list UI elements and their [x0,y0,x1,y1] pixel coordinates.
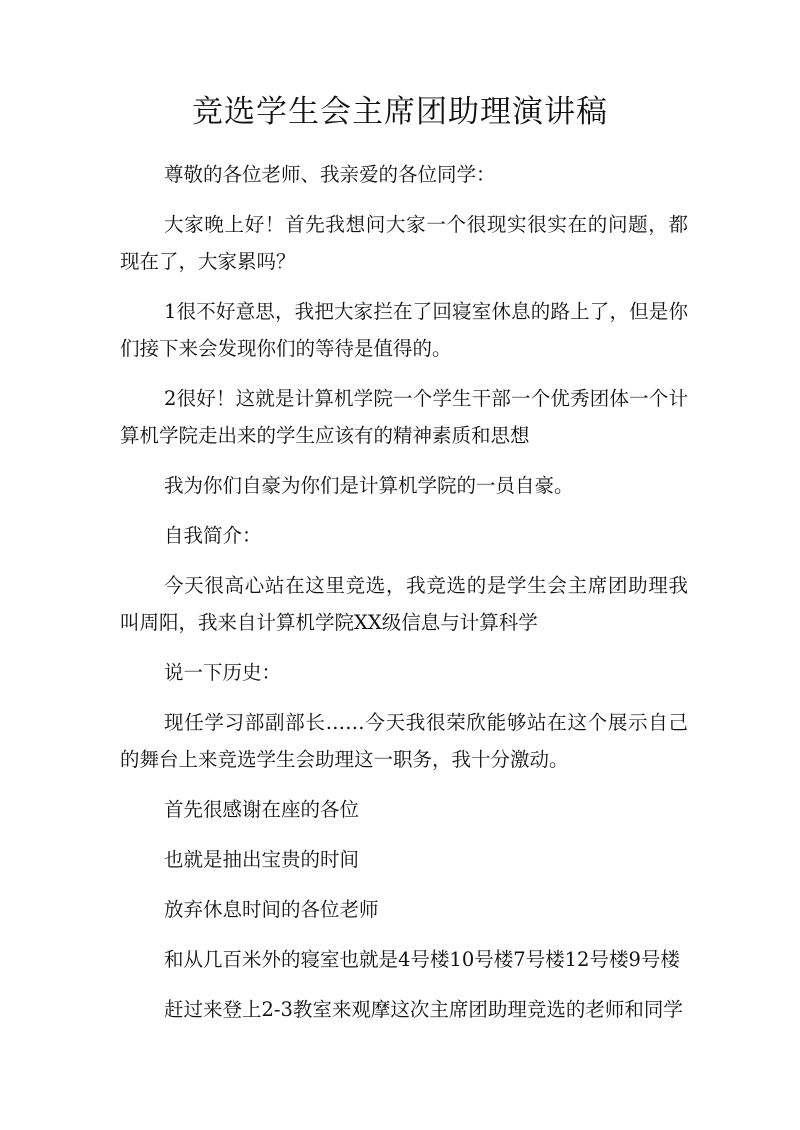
paragraph-praise: 2很好！这就是计算机学院一个学生干部一个优秀团体一个计算机学院走出来的学生应该有的精神素质和思想 [120,387,688,447]
paragraph-teachers: 放弃休息时间的各位老师 [164,898,379,921]
paragraph-time: 也就是抽出宝贵的时间 [164,848,360,871]
paragraph-history-heading: 说一下历史： [164,661,282,684]
paragraph-thanks: 首先很感谢在座的各位 [164,798,360,821]
paragraph-current-role: 现任学习部副部长……今天我很荣欣能够站在这个展示自己的舞台上来竞选学生会助理这一职务，我十分激动。 [120,711,688,771]
paragraph-intro-heading: 自我简介： [164,524,262,547]
paragraph-pride: 我为你们自豪为你们是计算机学院的一员自豪。 [164,474,574,497]
paragraph-audience: 赶过来登上2-3教室来观摩这次主席团助理竞选的老师和同学 [164,998,683,1021]
paragraph-dorms: 和从几百米外的寝室也就是4号楼10号楼7号楼12号楼9号楼 [164,948,680,971]
paragraph-salutation: 尊敬的各位老师、我亲爱的各位同学： [164,163,496,186]
paragraph-self-intro: 今天很高心站在这里竞选，我竞选的是学生会主席团助理我叫周阳，我来自计算机学院XX级信息与计算科学 [120,574,688,634]
document-title: 竞选学生会主席团助理演讲稿 [192,94,608,130]
document-body [120,156,688,1028]
paragraph-apology: 1很不好意思，我把大家拦在了回寝室休息的路上了，但是你们接下来会发现你们的等待是值得的。 [120,300,688,360]
paragraph-greeting: 大家晚上好！首先我想问大家一个很现实很实在的问题，都现在了，大家累吗？ [120,213,688,273]
